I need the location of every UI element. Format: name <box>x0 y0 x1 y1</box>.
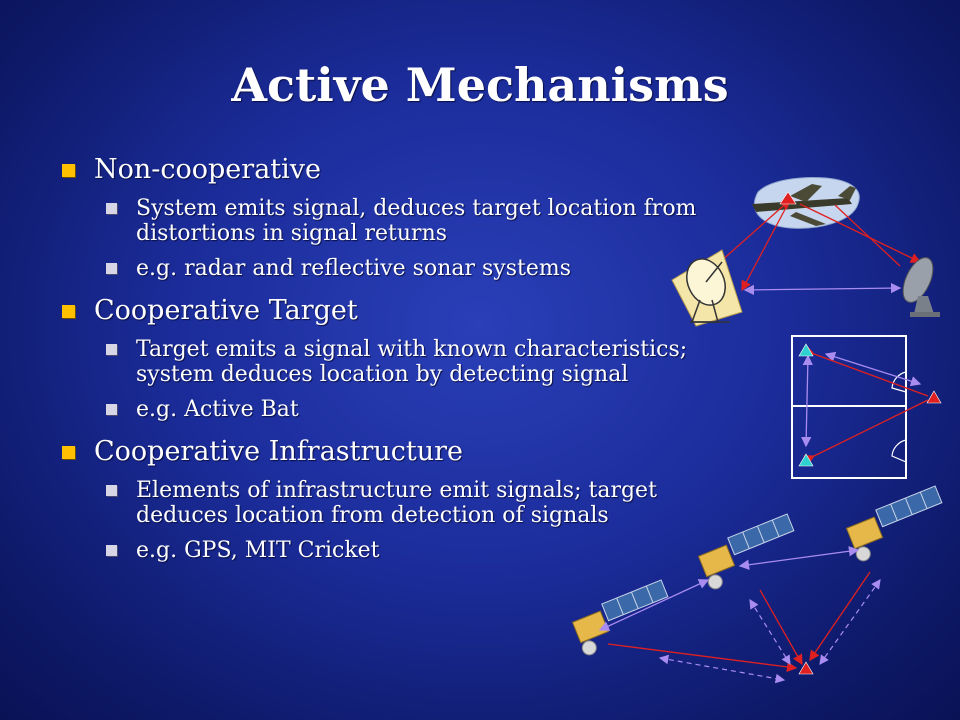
sub-bullet-line: e.g. GPS, MIT Cricket <box>136 538 380 563</box>
sub-bullet-line: Elements of infrastructure emit signals; target <box>136 478 657 503</box>
sub-bullet-line: System emits signal, deduces target location from <box>136 196 697 221</box>
link-line <box>740 550 858 566</box>
signal-line <box>814 400 928 456</box>
sub-bullet-line: distortions in signal returns <box>136 221 448 246</box>
link-line <box>806 356 808 446</box>
slide-title: Active Mechanisms <box>231 58 729 112</box>
ceiling-sensor-icon <box>799 344 813 356</box>
door-swing <box>892 440 906 462</box>
radar-dish-icon <box>672 250 742 326</box>
sub-bullet-line: Target emits a signal with known characteristics; <box>136 337 688 362</box>
satellite-icon <box>843 486 951 563</box>
signal-line <box>608 644 796 668</box>
sub-bullet-line: deduces location from detection of signals <box>136 503 609 528</box>
target-tag-icon <box>927 391 941 403</box>
active-bat-diagram <box>792 336 941 478</box>
signal-line <box>835 205 900 266</box>
link-line <box>660 658 784 680</box>
ceiling-sensor-icon <box>799 454 813 466</box>
sub-bullet-line: e.g. Active Bat <box>136 397 299 422</box>
sub-bullet-line: system deduces location by detecting signal <box>136 362 629 387</box>
link-line <box>820 580 880 664</box>
bullet-text: Cooperative Target <box>94 295 358 326</box>
radar-illustration <box>672 178 940 326</box>
signal-line <box>814 354 928 396</box>
bullet-text: Non-cooperative <box>94 154 322 185</box>
signal-line <box>810 572 870 660</box>
gps-illustration <box>569 486 951 680</box>
satellite-dish-icon <box>897 253 940 317</box>
bullet-text: Cooperative Infrastructure <box>94 436 464 467</box>
signal-line <box>800 204 920 262</box>
link-line <box>745 288 900 290</box>
satellite-icon <box>695 514 803 591</box>
airplane-icon <box>752 178 859 229</box>
sub-bullet-line: e.g. radar and reflective sonar systems <box>136 256 572 281</box>
receiver-icon <box>799 662 813 674</box>
door-swing <box>892 372 906 392</box>
